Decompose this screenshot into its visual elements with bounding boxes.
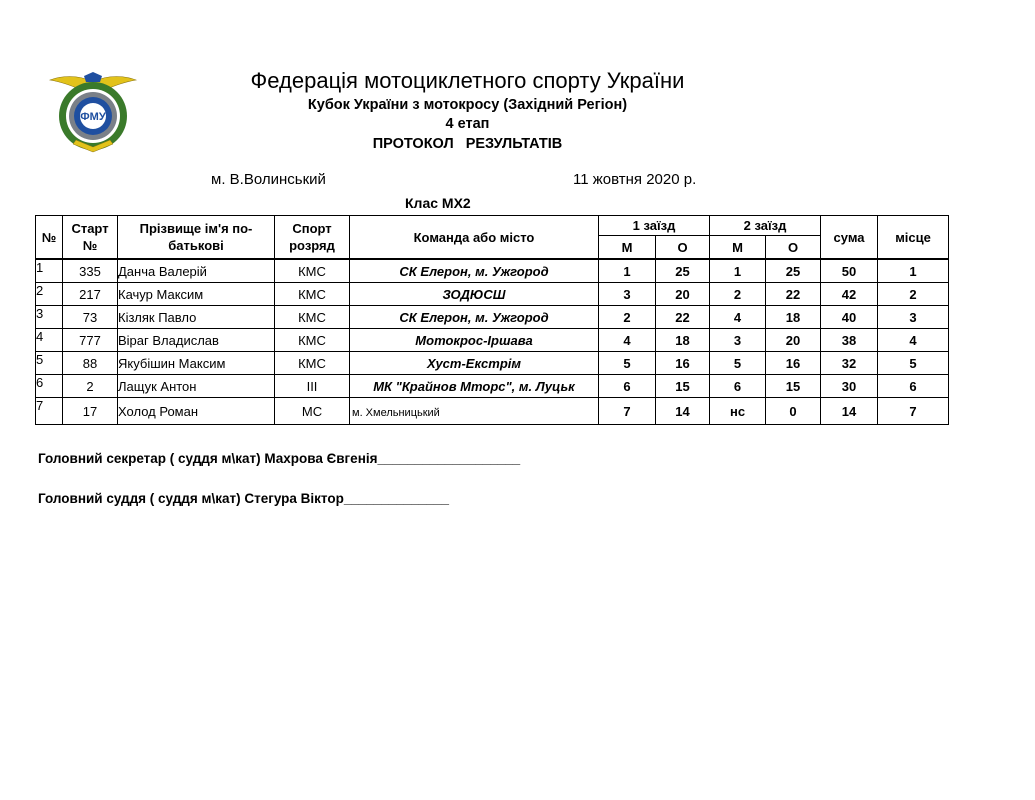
row-m1: 2: [599, 306, 656, 329]
chief-judge-signature: Головний суддя ( суддя м\кат) Стегура Віктор______________: [38, 491, 449, 506]
logo-text: ФМУ: [80, 111, 106, 123]
row-start: 335: [63, 259, 118, 283]
row-rank: КМС: [275, 306, 350, 329]
header-rank: [275, 216, 350, 260]
row-o1: 18: [656, 329, 710, 352]
row-num: 3: [36, 306, 63, 329]
table-row: [36, 375, 949, 398]
row-name: Данча Валерій: [118, 259, 275, 283]
row-team: ЗОДЮСШ: [350, 283, 599, 306]
row-start: 777: [63, 329, 118, 352]
row-start: 88: [63, 352, 118, 375]
row-rank: КМС: [275, 329, 350, 352]
row-team: Мотокрос-Іршава: [350, 329, 599, 352]
row-sum: 40: [821, 306, 878, 329]
row-m1: 6: [599, 375, 656, 398]
table-row: [36, 306, 949, 329]
header-start-line1: Старт: [71, 221, 109, 236]
row-o1: 25: [656, 259, 710, 283]
row-m2: 2: [710, 283, 766, 306]
row-o2: 20: [766, 329, 821, 352]
row-sum: 42: [821, 283, 878, 306]
row-num: 1: [36, 259, 63, 283]
row-team: м. Хмельницький: [350, 398, 599, 425]
row-o2: 25: [766, 259, 821, 283]
header-start-line2: №: [82, 238, 98, 253]
header-race1-m: М: [599, 236, 656, 260]
row-name: Качур Максим: [118, 283, 275, 306]
event-class: Клас МХ2: [405, 195, 471, 211]
row-place: 1: [878, 259, 949, 283]
row-m2: 3: [710, 329, 766, 352]
chief-secretary-signature: Головний секретар ( суддя м\кат) Махрова Євгенія___________________: [38, 451, 521, 466]
row-o1: 14: [656, 398, 710, 425]
row-o2: 18: [766, 306, 821, 329]
row-place: 7: [878, 398, 949, 425]
federation-title: Федерація мотоциклетного спорту України: [250, 68, 685, 93]
event-city: м. В.Волинський: [211, 171, 326, 188]
header-sum: сума: [821, 216, 878, 260]
table-row: [36, 283, 949, 306]
row-name: Віраг Владислав: [118, 329, 275, 352]
row-sum: 32: [821, 352, 878, 375]
row-m2: нс: [710, 398, 766, 425]
row-m1: 3: [599, 283, 656, 306]
row-name: Кізляк Павло: [118, 306, 275, 329]
row-place: 4: [878, 329, 949, 352]
row-sum: 14: [821, 398, 878, 425]
row-sum: 38: [821, 329, 878, 352]
row-num: 6: [36, 375, 63, 398]
header-name: [118, 216, 275, 260]
event-date: 11 жовтня 2020 р.: [573, 171, 697, 188]
row-o1: 20: [656, 283, 710, 306]
table-row: [36, 352, 949, 375]
row-num: 7: [36, 398, 63, 425]
header-race2-m: М: [710, 236, 766, 260]
row-rank: КМС: [275, 259, 350, 283]
header-race2: 2 заїзд: [710, 216, 821, 236]
row-m2: 4: [710, 306, 766, 329]
row-m1: 1: [599, 259, 656, 283]
table-row: [36, 398, 949, 425]
row-num: 2: [36, 283, 63, 306]
row-team: СК Елерон, м. Ужгород: [350, 306, 599, 329]
header-rank-line1: Спорт: [292, 221, 332, 236]
row-sum: 50: [821, 259, 878, 283]
header-start: [63, 216, 118, 260]
row-m2: 6: [710, 375, 766, 398]
header-name-line2: батькові: [168, 238, 224, 253]
header-race1: 1 заїзд: [599, 216, 710, 236]
header-race2-o: О: [766, 236, 821, 260]
row-place: 5: [878, 352, 949, 375]
header-place: місце: [878, 216, 949, 260]
header-team: Команда або місто: [350, 216, 599, 260]
row-rank: ІІІ: [275, 375, 350, 398]
row-start: 217: [63, 283, 118, 306]
row-rank: КМС: [275, 283, 350, 306]
row-num: 5: [36, 352, 63, 375]
header-name-line1: Прізвище ім'я по-: [139, 221, 253, 236]
protocol-title: ПРОТОКОЛ РЕЗУЛЬТАТІВ: [372, 136, 563, 152]
row-place: 3: [878, 306, 949, 329]
row-o1: 15: [656, 375, 710, 398]
row-rank: КМС: [275, 352, 350, 375]
row-team: СК Елерон, м. Ужгород: [350, 259, 599, 283]
header-race1-o: О: [656, 236, 710, 260]
row-o2: 22: [766, 283, 821, 306]
row-start: 73: [63, 306, 118, 329]
row-team: Хуст-Екстрім: [350, 352, 599, 375]
cup-title: Кубок України з мотокросу (Західний Регіон): [307, 97, 628, 113]
header-rank-line2: розряд: [289, 238, 335, 253]
table-row: [36, 329, 949, 352]
row-o2: 15: [766, 375, 821, 398]
table-row: [36, 259, 949, 283]
row-o2: 0: [766, 398, 821, 425]
row-start: 17: [63, 398, 118, 425]
header-num: №: [36, 216, 63, 260]
stage-title: 4 етап: [445, 116, 490, 132]
row-name: Лащук Антон: [118, 375, 275, 398]
row-place: 2: [878, 283, 949, 306]
row-name: Холод Роман: [118, 398, 275, 425]
row-team: МК "Крайнов Мторс", м. Луцьк: [350, 375, 599, 398]
row-name: Якубішин Максим: [118, 352, 275, 375]
row-o2: 16: [766, 352, 821, 375]
row-m2: 1: [710, 259, 766, 283]
row-m1: 4: [599, 329, 656, 352]
row-o1: 16: [656, 352, 710, 375]
row-place: 6: [878, 375, 949, 398]
results-table: [35, 215, 949, 425]
row-num: 4: [36, 329, 63, 352]
row-rank: МС: [275, 398, 350, 425]
row-start: 2: [63, 375, 118, 398]
row-o1: 22: [656, 306, 710, 329]
row-sum: 30: [821, 375, 878, 398]
row-m2: 5: [710, 352, 766, 375]
row-m1: 7: [599, 398, 656, 425]
row-m1: 5: [599, 352, 656, 375]
